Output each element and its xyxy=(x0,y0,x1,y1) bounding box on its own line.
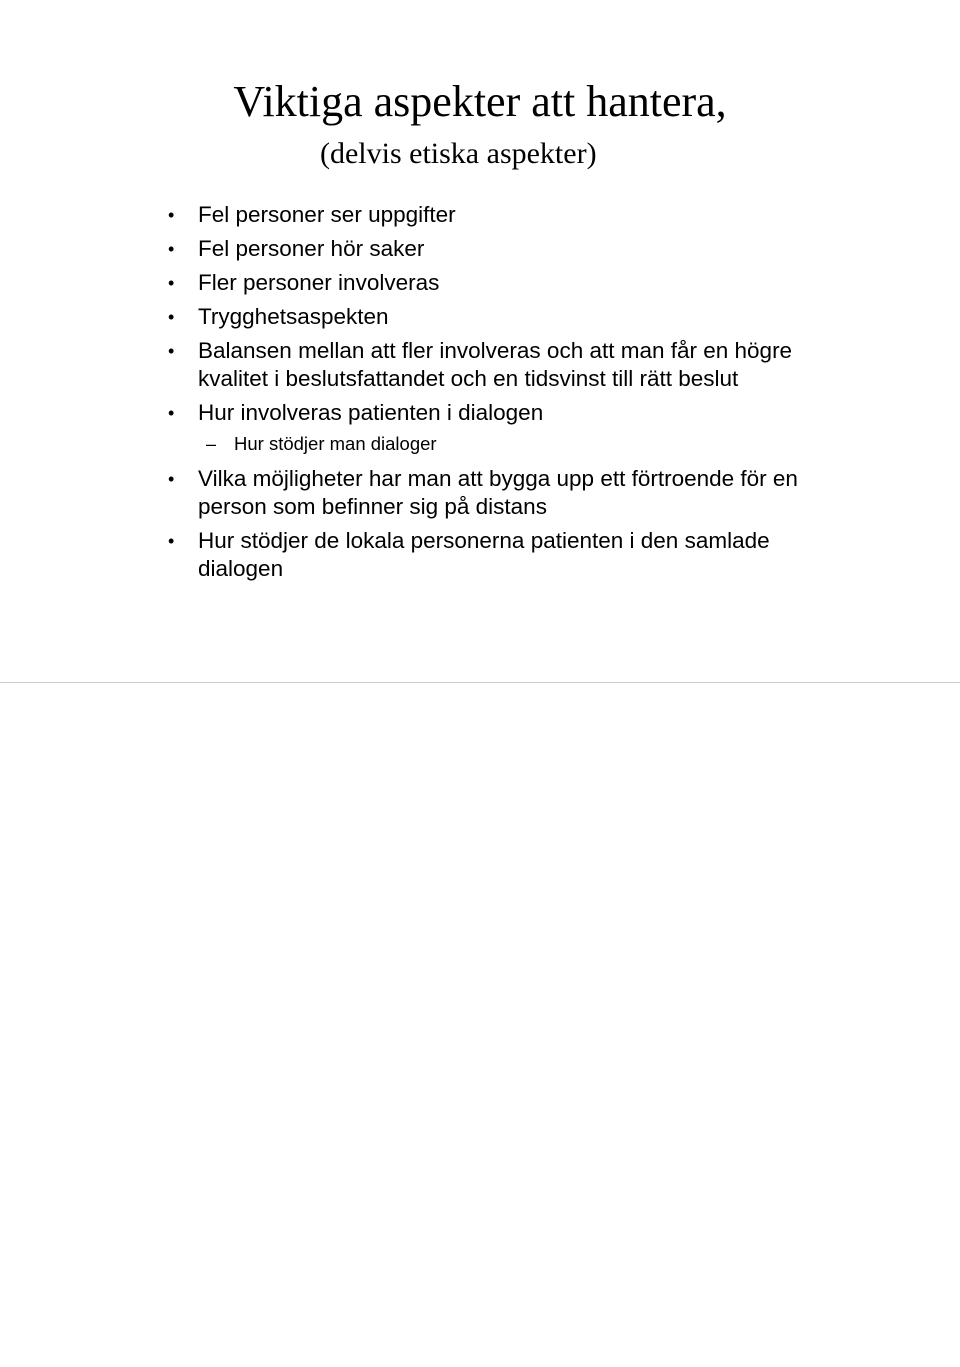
bullet-text: Fel personer ser uppgifter xyxy=(198,202,456,227)
bullet-list xyxy=(166,201,806,589)
bullet-item xyxy=(166,303,806,331)
bullet-icon: • xyxy=(168,341,175,361)
slide-page-1 xyxy=(0,0,960,683)
bullet-text: Fel personer hör saker xyxy=(198,236,425,261)
dash-icon: – xyxy=(206,434,217,454)
bullet-item xyxy=(166,465,806,521)
slide-page-2-blank xyxy=(0,684,960,1367)
bullet-icon: • xyxy=(168,205,175,225)
bullet-text: Trygghetsaspekten xyxy=(198,304,389,329)
bullet-icon: • xyxy=(168,469,175,489)
bullet-item xyxy=(166,269,806,297)
bullet-icon: • xyxy=(168,403,175,423)
slide-subtitle: (delvis etiska aspekter) xyxy=(320,137,597,170)
bullet-item xyxy=(166,527,806,583)
bullet-icon: • xyxy=(168,531,175,551)
sub-bullet-text: Hur stödjer man dialoger xyxy=(234,433,437,454)
bullet-item xyxy=(166,235,806,263)
bullet-item xyxy=(166,201,806,229)
bullet-icon: • xyxy=(168,307,175,327)
bullet-item xyxy=(166,337,806,393)
bullet-item xyxy=(166,399,806,427)
bullet-text: Vilka möjligheter har man att bygga upp ett förtroende för en person som befinner sig på distans xyxy=(198,466,798,519)
bullet-icon: • xyxy=(168,239,175,259)
bullet-icon: • xyxy=(168,273,175,293)
bullet-text: Balansen mellan att fler involveras och att man får en högre kvalitet i beslutsfattandet och en tidsvinst till rätt beslut xyxy=(198,338,793,391)
bullet-text: Hur involveras patienten i dialogen xyxy=(198,400,544,425)
bullet-text: Fler personer involveras xyxy=(198,270,440,295)
sub-bullet-item xyxy=(166,432,806,456)
bullet-text: Hur stödjer de lokala personerna patienten i den samlade dialogen xyxy=(198,528,770,581)
slide-title: Viktiga aspekter att hantera, xyxy=(233,77,727,126)
